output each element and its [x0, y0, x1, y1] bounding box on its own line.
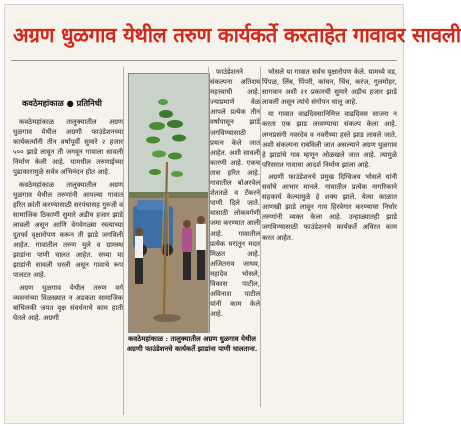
column-divider-right: [260, 67, 261, 407]
article-right-column: [262, 67, 397, 407]
article-middle-column: [210, 67, 260, 335]
article-headline: अग्रण धुळगाव येथील तरुण कार्यकर्ते करताहेत गावावर सावली: [13, 23, 461, 47]
middle-paragraph: फाउंडेशनने संकल्पना अतिशय महत्त्वाची आहे. ज्याप्रमाणे वेळ आपले प्रत्येक तीन वर्षांपासून झाडे जगविण्यासाठी प्रयत्न केले जात आहेत. अशी सावली कारणी आहे. एकच तास हरित आहे. गावातील बोअरवेल शेततळे व टँकरने पाणी दिले जाते. यासाठी लोकवर्गणी जमा करण्यात आली आहे. गावातील प्रत्येक घरातून मदत मिळत आहे. अजितराव जाधव, महादेव भोसले, विकास पाटील, अविनाश पाटील यांनी काम केले आहे.: [210, 68, 260, 319]
left-paragraph-1: कवठेमहांकाळ तालुक्यातील अग्रण धुळगाव येथील अग्रणी फाउंडेशनच्या कार्यकर्त्यांनी तीन वर्षांपूर्वी सुमारे २ हजार ५०० झाडे लावून ती जगवून गावाला सावली निर्माण केली आहे. यामधील तरुणाईच्या पुढाकारामुळे सर्वत्र अभिनंदन होत आहे.: [13, 118, 123, 177]
right-paragraph-1: भोसले या गावात सर्वच वृक्षारोपण केले. यामध्ये वड, पिंपळ, लिंब, पिंपरी, कांचन, चिंच, करंज, गुलमोहर, सागवान अशी २१ प्रकारची सुमारे अडीच हजार झाडे लावली असून त्यांचे संगोपन चालू आहे.: [262, 68, 397, 107]
article-byline: कवठेमहांकाळ ● प्रतिनिधी: [22, 98, 102, 108]
left-paragraph-2: कवठेमहांकाळ तालुक्यातील अग्रण धुळगाव येथील तरुणांनी आपल्या गावात हरित क्रांती करण्यासाठी सरपंचासह गुरुजी व सामाजिक ठिकाणी सुमारे अडीच हजार झाडे लावली असून आणि वेगवेगळ्या रस्त्याच्या दुतर्फा वृक्षारोपण करून ती झाडे जगविली आहेत. गावातील तरुण मुले व ग्रामस्थ झाडांना पाणी घालत आहेत. सध्या या झाडांनी सावली धरली असून गावाचे रूप पालटत आहे.: [13, 180, 123, 280]
left-paragraph-3: अग्रण धुळगाव येथील तरुण वर्ग व्यसनांच्या विळख्यात न अडकता सामाजिक बांधिलकी जपत वृक्ष संवर्धनाचे काम हाती घेतले आहे. अग्रणी: [13, 283, 123, 322]
headline-divider: [11, 60, 397, 61]
photo-caption: कवठेमहांकाळ : तालुक्यातील अग्रण धुळगाव येथील अग्रणी फाउंडेशनचे कार्यकर्ते झाडांना पाणी घालताना.: [126, 335, 258, 353]
tree-planting-photo: [129, 74, 209, 332]
article-photo: [128, 73, 210, 333]
article-left-column: [13, 117, 123, 417]
right-paragraph-2: या गावात वाढदिवसानिमित्त वाढदिवस साजरा न करता एक झाड लावण्याचा संकल्प केला आहे. लग्नप्रसंगी नवरदेव व नवरीच्या हस्ते झाड लावले जाते. अशी संकल्पना राबविली जात असल्याने अग्रण धुळगाव हे झाडांचे गाव म्हणून ओळखले जात आहे. त्यामुळे परिसरात गावाचा आदर्श निर्माण झाला आहे.: [262, 110, 397, 169]
column-divider-mid: [208, 67, 209, 333]
right-paragraph-3: अग्रणी फाउंडेशनचे प्रमुख दिग्विजय भोसले यांनी सर्वांचे आभार मानले. गावातील प्रत्येक नागरिकाने सहकार्य केल्यामुळे हे शक्य झाले. येत्या काळात आणखी झाडे लावून गाव हिरवेगार करण्याचा निर्धार तरुणांनी व्यक्त केला आहे. उन्हाळ्यातही झाडे जगविण्यासाठी फाउंडेशनचे कार्यकर्ते अविरत काम करत आहेत.: [262, 172, 397, 242]
newspaper-clipping: [4, 4, 461, 424]
column-divider-left: [123, 67, 124, 415]
